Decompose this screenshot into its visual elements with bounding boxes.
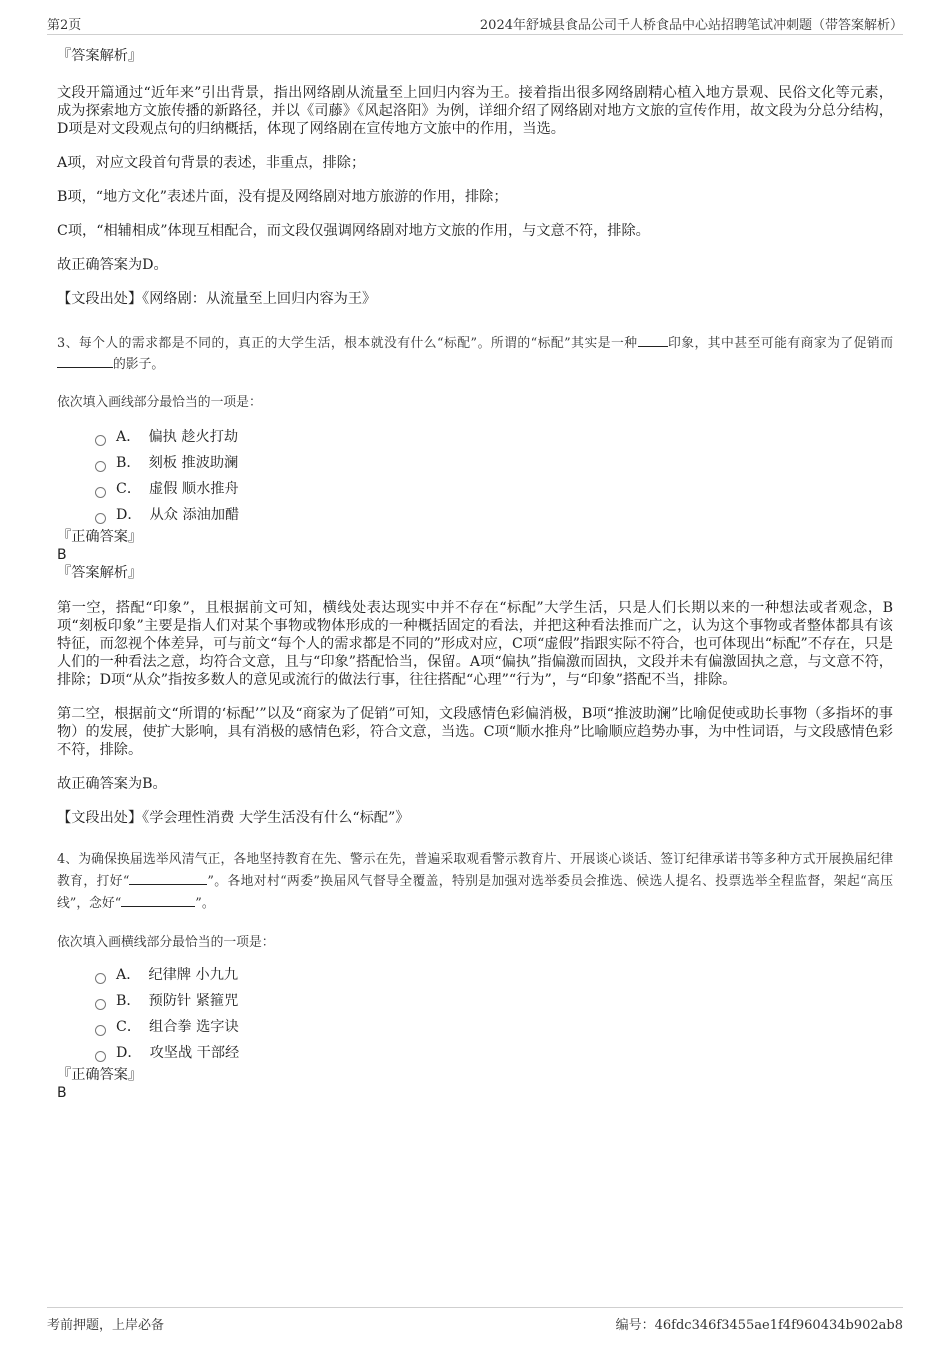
document-title: 2024年舒城县食品公司千人桥食品中心站招聘笔试冲刺题（带答案解析） bbox=[479, 18, 903, 33]
radio-button[interactable] bbox=[95, 435, 106, 446]
question-4-hint: 依次填入画横线部分最恰当的一项是： bbox=[57, 935, 275, 950]
prev-analysis-label: 『答案解析』 bbox=[57, 48, 143, 64]
prev-analysis-para3: B项，“地方文化”表述片面，没有提及网络剧对地方旅游的作用，排除； bbox=[57, 189, 508, 205]
correct-answer-label: 『正确答案』 bbox=[57, 1067, 143, 1083]
analysis-para2: 第二空，根据前文“所谓的‘标配’”以及“商家为了促销”可知，文段感情色彩偏消极，B项“推波助澜”比喻促使或助长事物（多指坏的事物）的发展，使扩大影响，具有消极的感情色彩，符合文意，当选。C项“顺水推舟”比喻顺应趋势办事，为中性词语，与文段感情色彩不符，排除。 bbox=[57, 706, 893, 758]
correct-answer-value: B bbox=[57, 547, 67, 563]
blank-line bbox=[121, 893, 195, 907]
option-d[interactable]: D． 从众 添油加醋 bbox=[95, 502, 893, 528]
option-a[interactable]: A． 偏执 趁火打劫 bbox=[95, 424, 893, 450]
option-c[interactable]: C． 虚假 顺水推舟 bbox=[95, 476, 893, 502]
page-footer bbox=[47, 1307, 903, 1332]
page-header bbox=[47, 12, 903, 35]
correct-answer-label: 『正确答案』 bbox=[57, 529, 143, 545]
option-b[interactable]: B． 预防针 紧箍咒 bbox=[95, 988, 893, 1014]
prev-analysis-para1: 文段开篇通过“近年来”引出背景，指出网络剧从流量至上回归内容为王。接着指出很多网络剧精心植入地方景观、民俗文化等元素，成为探索地方文旅传播的新路径，并以《司藤》《风起洛阳》为例，详细介绍了网络剧对地方文旅的宣传作用，故文段为分总分结构，D项是对文段观点句的归纳概括，体现了网络剧在宣传地方文旅中的作用，当选。 bbox=[57, 85, 893, 137]
footer-slogan: 考前押题，上岸必备 bbox=[47, 1318, 165, 1333]
document-id: 编号：46fdc346f3455ae1f4f960434b902ab8 bbox=[615, 1318, 903, 1333]
option-b[interactable]: B． 刻板 推波助澜 bbox=[95, 450, 893, 476]
option-c[interactable]: C． 组合拳 选字诀 bbox=[95, 1014, 893, 1040]
question-4-text: 4、为确保换届选举风清气正，各地坚持教育在先、警示在先，普遍采取观看警示教育片、开展谈心谈话、签订纪律承诺书等多种方式开展换届纪律教育，打好“ ”。各地对村“两委”换届风气督导全覆盖，特别是加强对选举委员会推选、候选人提名、投票选举全程监督，架起“高压线”，念好“ ”。 bbox=[57, 852, 894, 911]
radio-button[interactable] bbox=[95, 999, 106, 1010]
radio-button[interactable] bbox=[95, 973, 106, 984]
question-3-hint: 依次填入画线部分最恰当的一项是： bbox=[57, 395, 262, 410]
radio-button[interactable] bbox=[95, 1025, 106, 1036]
analysis-para1: 第一空，搭配“印象”，且根据前文可知，横线处表达现实中并不存在“标配”大学生活，只是人们长期以来的一种想法或者观念，B项“刻板印象”主要是指人们对某个事物或物体形成的一种概括固定的看法，并把这种看法推而广之，认为这个事物或者整体都具有该特征，而忽视个体差异，可与前文“每个人的需求都是不同的”形成对应，C项“虚假”指跟实际不符合，也可体现出“标配”不存在，只是人们的一种看法之意，均符合文意，且与“印象”搭配恰当，保留。A项“偏执”指偏激而固执，文段并未有偏激固执之意，与文意不符，排除；D项“从众”指按多数人的意见或流行的做法行事，往往搭配“心理”“行为”，与“印象”搭配不当，排除。 bbox=[57, 600, 893, 688]
radio-button[interactable] bbox=[95, 513, 106, 524]
prev-conclusion: 故正确答案为D。 bbox=[57, 257, 168, 273]
analysis-source: 【文段出处】《学会理性消费 大学生活没有什么“标配”》 bbox=[57, 810, 410, 826]
prev-analysis-para2: A项，对应文段首句背景的表述，非重点，排除； bbox=[57, 155, 366, 171]
radio-button[interactable] bbox=[95, 1051, 106, 1062]
page-number: 第2页 bbox=[47, 18, 82, 33]
analysis-label: 『答案解析』 bbox=[57, 565, 143, 581]
option-a[interactable]: A． 纪律牌 小九九 bbox=[95, 962, 893, 988]
analysis-conclusion: 故正确答案为B。 bbox=[57, 776, 167, 792]
correct-answer-value: B bbox=[57, 1085, 67, 1101]
question-4-options bbox=[95, 962, 893, 1066]
option-d[interactable]: D． 攻坚战 干部经 bbox=[95, 1040, 893, 1066]
page-content bbox=[57, 44, 893, 1102]
prev-source: 【文段出处】《网络剧：从流量至上回归内容为王》 bbox=[57, 291, 377, 307]
blank-line bbox=[129, 871, 207, 885]
radio-button[interactable] bbox=[95, 461, 106, 472]
prev-analysis-para4: C项，“相辅相成”体现互相配合，而文段仅强调网络剧对地方文旅的作用，与文意不符，排除。 bbox=[57, 223, 650, 239]
question-3-text: 3、每个人的需求都是不同的，真正的大学生活，根本就没有什么“标配”。所谓的“标配”其实是一种 印象，其中甚至可能有商家为了促销而的影子。 bbox=[57, 333, 893, 375]
blank-line bbox=[57, 354, 113, 368]
blank-line bbox=[638, 333, 668, 347]
question-3-options bbox=[95, 424, 893, 528]
radio-button[interactable] bbox=[95, 487, 106, 498]
